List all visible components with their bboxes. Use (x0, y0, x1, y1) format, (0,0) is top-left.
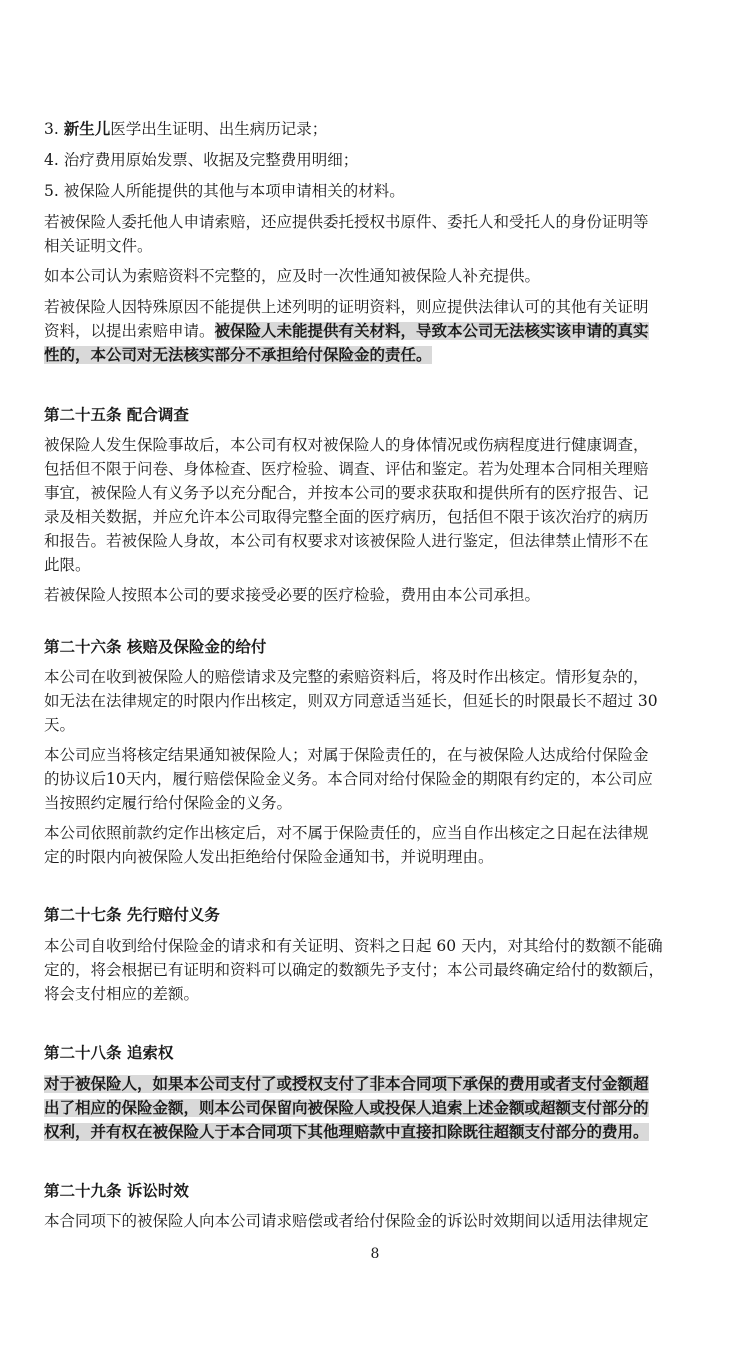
highlighted-line (44, 1121, 706, 1143)
list-number: 3. (44, 120, 64, 138)
paragraph-line: 和报告。若被保险人身故，本公司有权要求对该被保险人进行鉴定，但法律禁止情形不在 (44, 532, 649, 550)
section-heading-26: 第二十六条 核赔及保险金的给付 (44, 638, 267, 656)
highlighted-text: 性的，本公司对无法核实部分不承担给付保险金的责任。 (44, 346, 432, 364)
list-item-5: 5. 被保险人所能提供的其他与本项申请相关的材料。 (44, 182, 405, 200)
section-heading-29: 第二十九条 诉讼时效 (44, 1182, 189, 1200)
paragraph-line: 当按照约定履行给付保险金的义务。 (44, 794, 293, 812)
paragraph-line: 本公司应当将核定结果通知被保险人；对属于保险责任的，在与被保险人达成给付保险金 (44, 746, 649, 764)
list-item-4: 4. 治疗费用原始发票、收据及完整费用明细； (44, 151, 359, 169)
paragraph-line: 录及相关数据，并应允许本公司取得完整全面的医疗病历，包括但不限于该次治疗的病历 (44, 508, 649, 526)
paragraph-line: 本公司自收到给付保险金的请求和有关证明、资料之日起 60 天内，对其给付的数额不能确 (44, 937, 663, 955)
paragraph-line: 此限。 (44, 556, 91, 574)
paragraph-line (44, 320, 706, 342)
highlighted-text: 对于被保险人，如果本公司支付了或授权支付了非本合同项下承保的费用或者支付金额超 (44, 1075, 649, 1093)
paragraph-line: 如无法在法律规定的时限内作出核定，则双方同意适当延长，但延长的时限最长不超过 30 (44, 692, 658, 710)
paragraph-line: 定的，将会根据已有证明和资料可以确定的数额先予支付；本公司最终确定给付的数额后， (44, 961, 665, 979)
paragraph-line: 天。 (44, 716, 76, 734)
paragraph-line: 本合同项下的被保险人向本公司请求赔偿或者给付保险金的诉讼时效期间以适用法律规定 (44, 1212, 649, 1230)
paragraph-line: 将会支付相应的差额。 (44, 985, 200, 1003)
line-text: 医学出生证明、出生病历记录； (110, 120, 328, 138)
bold-term: 新生儿 (63, 120, 111, 138)
paragraph-line: 若被保险人因特殊原因不能提供上述列明的证明资料，则应提供法律认可的其他有关证明 (44, 298, 649, 316)
paragraph-line: 包括但不限于问卷、身体检查、医疗检验、调查、评估和鉴定。若为处理本合同相关理赔 (44, 460, 649, 478)
paragraph-line: 的协议后10天内，履行赔偿保险金义务。本合同对给付保险金的期限有约定的，本公司应 (44, 770, 653, 788)
paragraph-line: 若被保险人按照本公司的要求接受必要的医疗检验，费用由本公司承担。 (44, 586, 541, 604)
paragraph-line: 如本公司认为索赔资料不完整的，应及时一次性通知被保险人补充提供。 (44, 267, 541, 285)
page-number: 8 (370, 1246, 380, 1262)
paragraph-line: 若被保险人委托他人申请索赔，还应提供委托授权书原件、委托人和受托人的身份证明等 (44, 213, 649, 231)
paragraph-line: 本公司在收到被保险人的赔偿请求及完整的索赔资料后，将及时作出核定。情形复杂的， (44, 668, 649, 686)
paragraph-line (44, 344, 706, 366)
highlighted-line (44, 1073, 706, 1095)
highlighted-line (44, 1097, 706, 1119)
paragraph-line: 本公司依照前款约定作出核定后，对不属于保险责任的，应当自作出核定之日起在法律规 (44, 824, 649, 842)
highlighted-text: 出了相应的保险金额，则本公司保留向被保险人或投保人追索上述金额或超额支付部分的 (44, 1099, 649, 1117)
highlighted-text: 被保险人未能提供有关材料，导致本公司无法核实该申请的真实 (214, 322, 649, 340)
paragraph-line: 事宜，被保险人有义务予以充分配合，并按本公司的要求获取和提供所有的医疗报告、记 (44, 484, 649, 502)
line-text: 资料，以提出索赔申请。 (44, 322, 215, 340)
section-heading-27: 第二十七条 先行赔付义务 (44, 906, 220, 924)
highlighted-text: 权利，并有权在被保险人于本合同项下其他理赔款中直接扣除既往超额支付部分的费用。 (44, 1123, 649, 1141)
paragraph-line: 被保险人发生保险事故后，本公司有权对被保险人的身体情况或伤病程度进行健康调查， (44, 436, 649, 454)
paragraph-line: 定的时限内向被保险人发出拒绝给付保险金通知书，并说明理由。 (44, 848, 494, 866)
section-heading-28: 第二十八条 追索权 (44, 1044, 174, 1062)
list-item-3 (44, 118, 706, 140)
section-heading-25: 第二十五条 配合调查 (44, 406, 189, 424)
paragraph-line: 相关证明文件。 (44, 237, 153, 255)
